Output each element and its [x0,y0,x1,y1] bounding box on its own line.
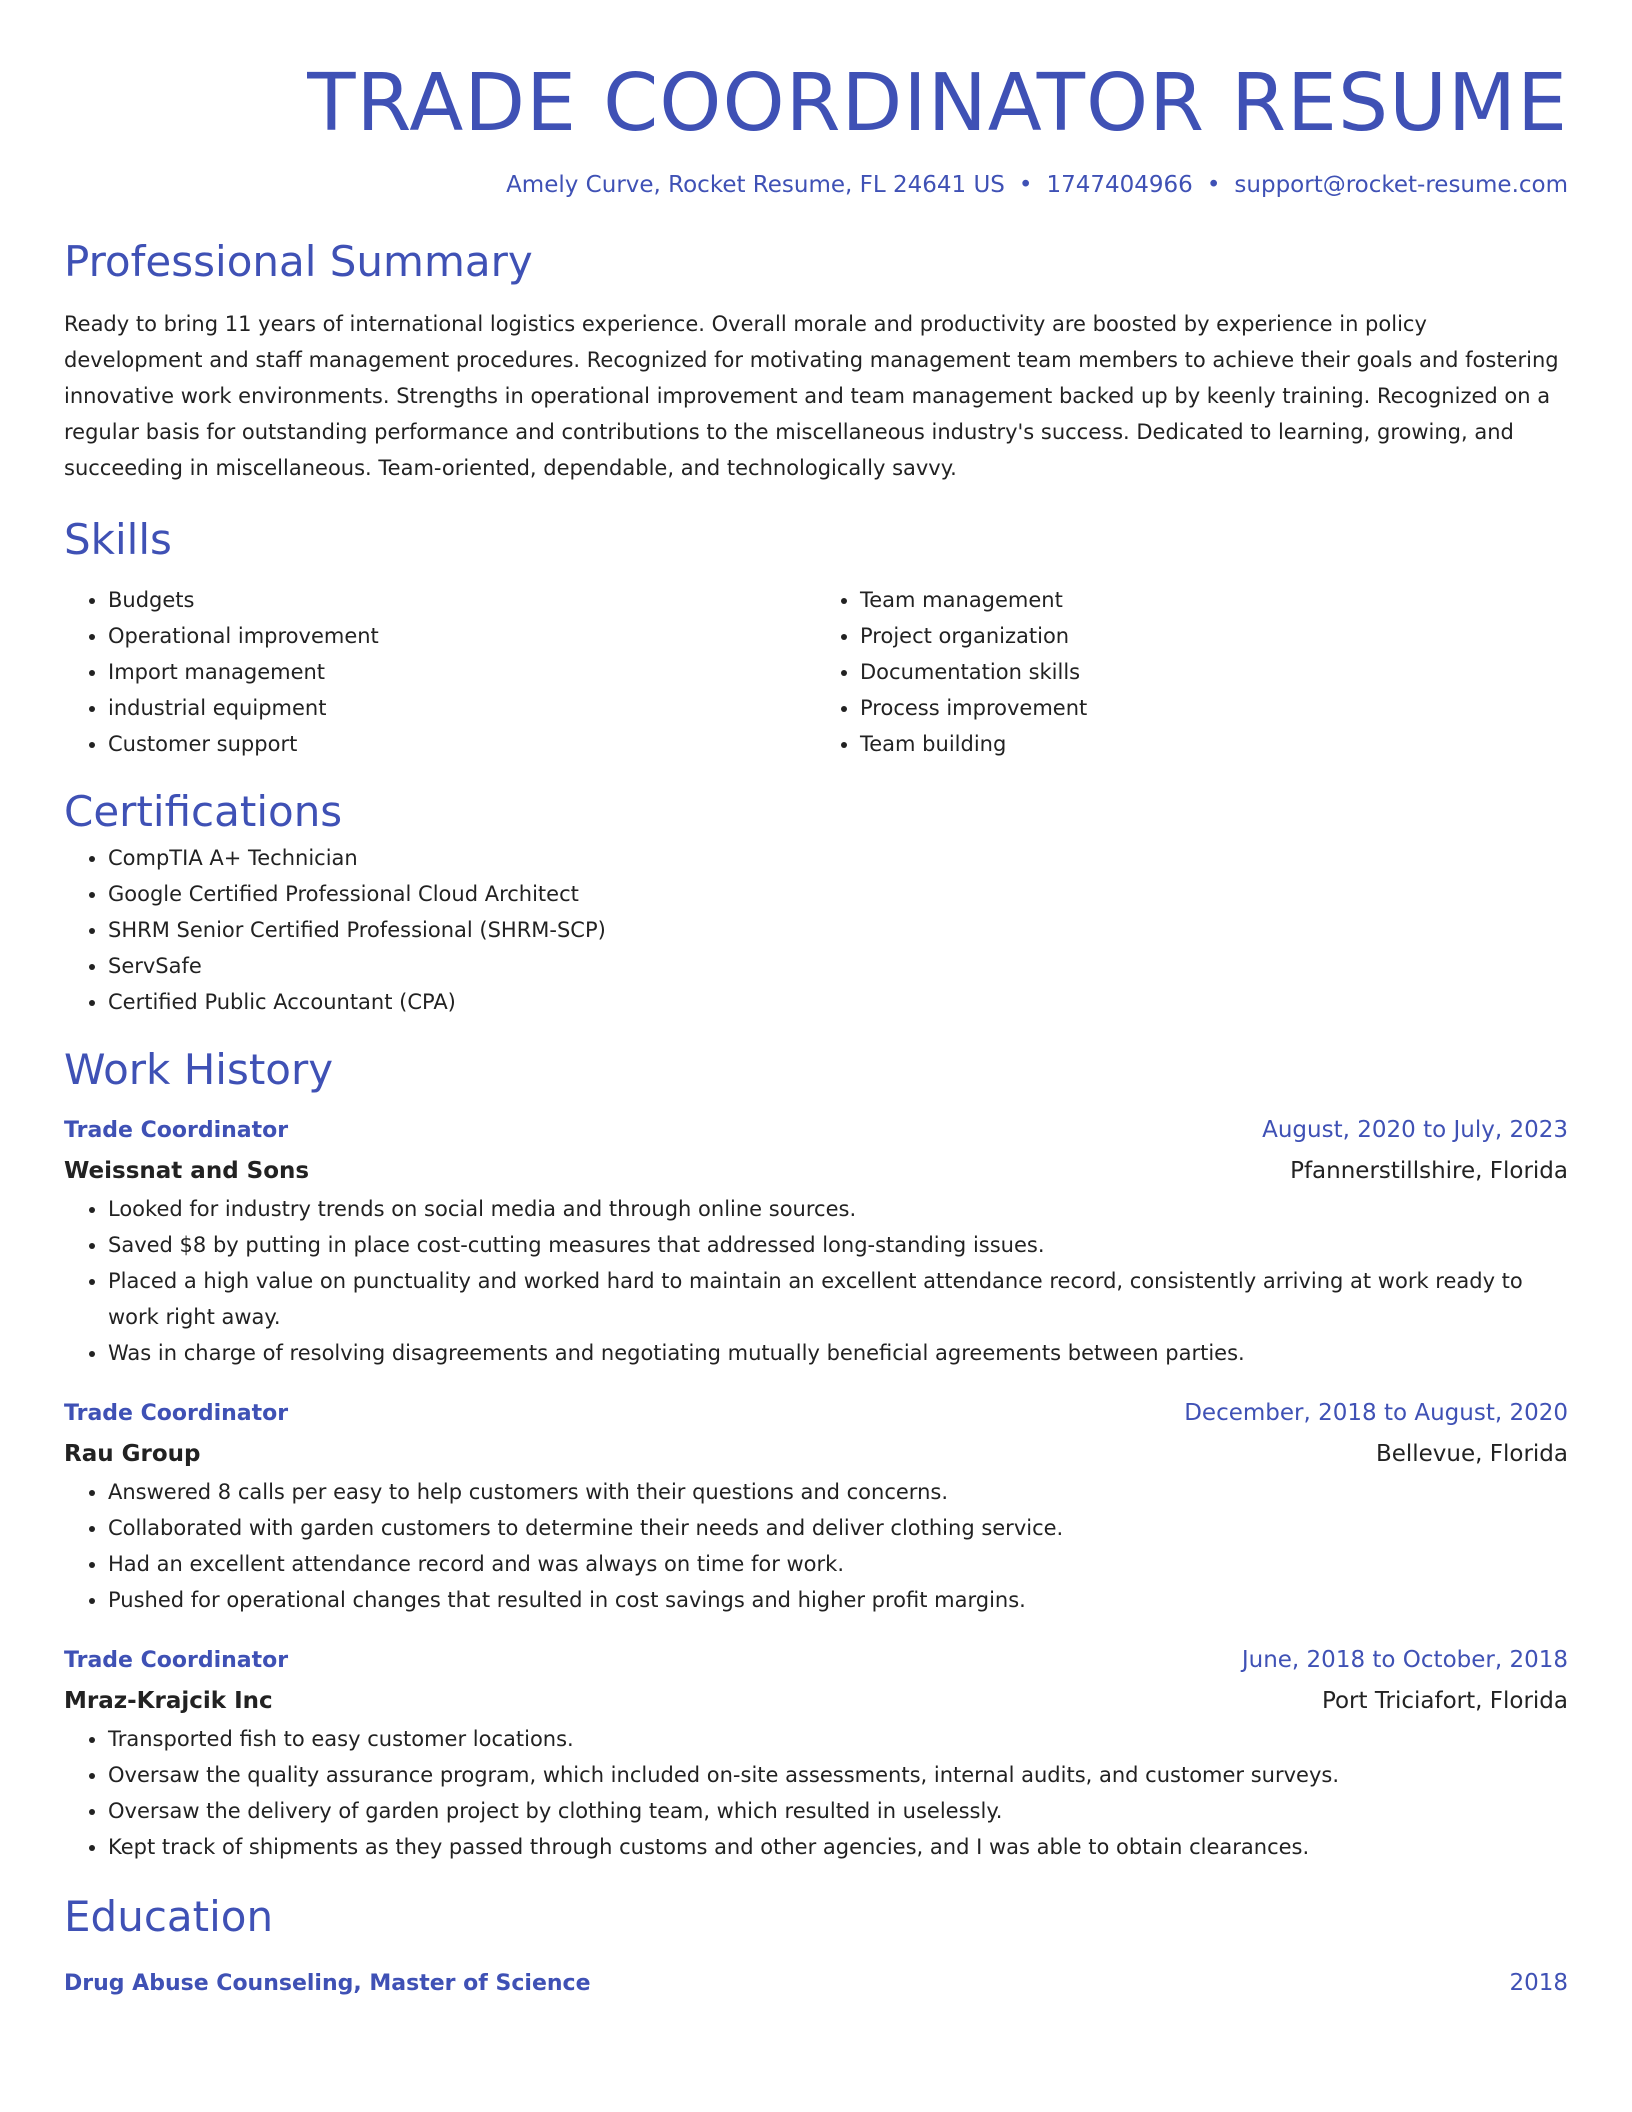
education-degree: Drug Abuse Counseling, Master of Science [64,1971,591,1996]
job-header [64,1393,1568,1434]
job-bullet: • Looked for industry trends on social media and through online sources. [108,1191,1568,1227]
job-dates: December, 2018 to August, 2020 [1184,1400,1568,1426]
job-bullet: • Placed a high value on punctuality and worked hard to maintain an excellent attendance record, consistently arriving at work ready to work right away. [108,1263,1568,1335]
job-bullets [64,1474,1568,1618]
contact-phone: 1747404966 [1046,172,1193,198]
certification-item: • CompTIA A+ Technician [108,840,1568,876]
contact-separator: • [1206,172,1221,198]
skills-list-left [64,582,816,762]
job-bullets [64,1191,1568,1371]
job-company: Mraz-Krajcik Inc [64,1688,273,1714]
certification-item: • SHRM Senior Certified Professional (SHRM-SCP) [108,912,1568,948]
job-title: Trade Coordinator [64,1401,289,1426]
skill-item: • Operational improvement [108,618,816,654]
job-subheader [64,1151,1568,1191]
skill-item: • Import management [108,654,816,690]
job-bullet: • Answered 8 calls per easy to help customers with their questions and concerns. [108,1474,1568,1510]
job-bullet: • Transported fish to easy customer locations. [108,1721,1568,1757]
contact-separator: • [1018,172,1033,198]
job-bullet: • Was in charge of resolving disagreements and negotiating mutually beneficial agreements between parties. [108,1335,1568,1371]
certification-item: • Certified Public Accountant (CPA) [108,984,1568,1020]
skill-item: • Project organization [860,618,1568,654]
job-header [64,1110,1568,1151]
job-bullet: • Had an excellent attendance record and was always on time for work. [108,1546,1568,1582]
skill-item: • Budgets [108,582,816,618]
resume-title: TRADE COORDINATOR RESUME [307,57,1568,149]
certifications-heading: Certifications [64,787,343,836]
skill-item: • Documentation skills [860,654,1568,690]
skill-item: • Process improvement [860,690,1568,726]
job-company: Rau Group [64,1441,201,1467]
work-history-heading: Work History [64,1045,334,1094]
job-location: Bellevue, Florida [1375,1441,1568,1467]
skill-item: • Customer support [108,726,816,762]
job-company: Weissnat and Sons [64,1158,310,1184]
education-entry [64,1963,1568,2004]
certifications-section [64,784,1568,1020]
job-bullet: • Oversaw the quality assurance program, which included on-site assessments, internal audits, and customer surveys. [108,1757,1568,1793]
job-title: Trade Coordinator [64,1118,289,1143]
skills-grid [64,582,1568,762]
summary-section [64,234,1568,486]
certification-item: • ServSafe [108,948,1568,984]
summary-text: Ready to bring 11 years of international logistics experience. Overall morale and productivity are boosted by experience in policy development and staff management procedures. Recognized for motivating management team members to achieve their goals and fostering innovative work environments. Strengths in operational improvement and team management backed up by keenly training. Recognized on a regular basis for outstanding performance and contributions to the miscellaneous industry's success. Dedicated to learning, growing, and succeeding in miscellaneous. Team-oriented, dependable, and technologically savvy. [64,312,1559,480]
job-location: Pfannerstillshire, Florida [1290,1158,1568,1184]
education-section [64,1889,1568,2004]
skill-item: • Team management [860,582,1568,618]
certifications-list [64,840,1568,1020]
skill-item: • Team building [860,726,1568,762]
certification-item: • Google Certified Professional Cloud Architect [108,876,1568,912]
job-bullet: • Oversaw the delivery of garden project by clothing team, which resulted in uselessly. [108,1793,1568,1829]
job-dates: August, 2020 to July, 2023 [1262,1117,1568,1143]
contact-email[interactable]: support@rocket-resume.com [1234,172,1568,198]
job-bullets [64,1721,1568,1865]
job-bullet: • Saved $8 by putting in place cost-cutting measures that addressed long-standing issues. [108,1227,1568,1263]
job-bullet: • Collaborated with garden customers to determine their needs and deliver clothing service. [108,1510,1568,1546]
job-dates: June, 2018 to October, 2018 [1241,1647,1568,1673]
work-history-section [64,1042,1568,1865]
job-header [64,1640,1568,1681]
education-year: 2018 [1509,1970,1568,1996]
job-title: Trade Coordinator [64,1648,289,1673]
skills-heading: Skills [64,515,172,564]
contact-address: Amely Curve, Rocket Resume, FL 24641 US [506,172,1005,198]
skills-section [64,512,1568,762]
job-location: Port Triciafort, Florida [1321,1688,1568,1714]
skill-item: • industrial equipment [108,690,816,726]
job-entry [64,1393,1568,1618]
summary-heading: Professional Summary [64,237,533,286]
education-heading: Education [64,1892,274,1941]
skills-list-right [816,582,1568,762]
job-subheader [64,1681,1568,1721]
job-entry [64,1110,1568,1371]
job-bullet: • Pushed for operational changes that resulted in cost savings and higher profit margins. [108,1582,1568,1618]
job-entry [64,1640,1568,1865]
job-subheader [64,1434,1568,1474]
contact-line [64,169,1568,201]
job-bullet: • Kept track of shipments as they passed through customs and other agencies, and I was able to obtain clearances. [108,1829,1568,1865]
